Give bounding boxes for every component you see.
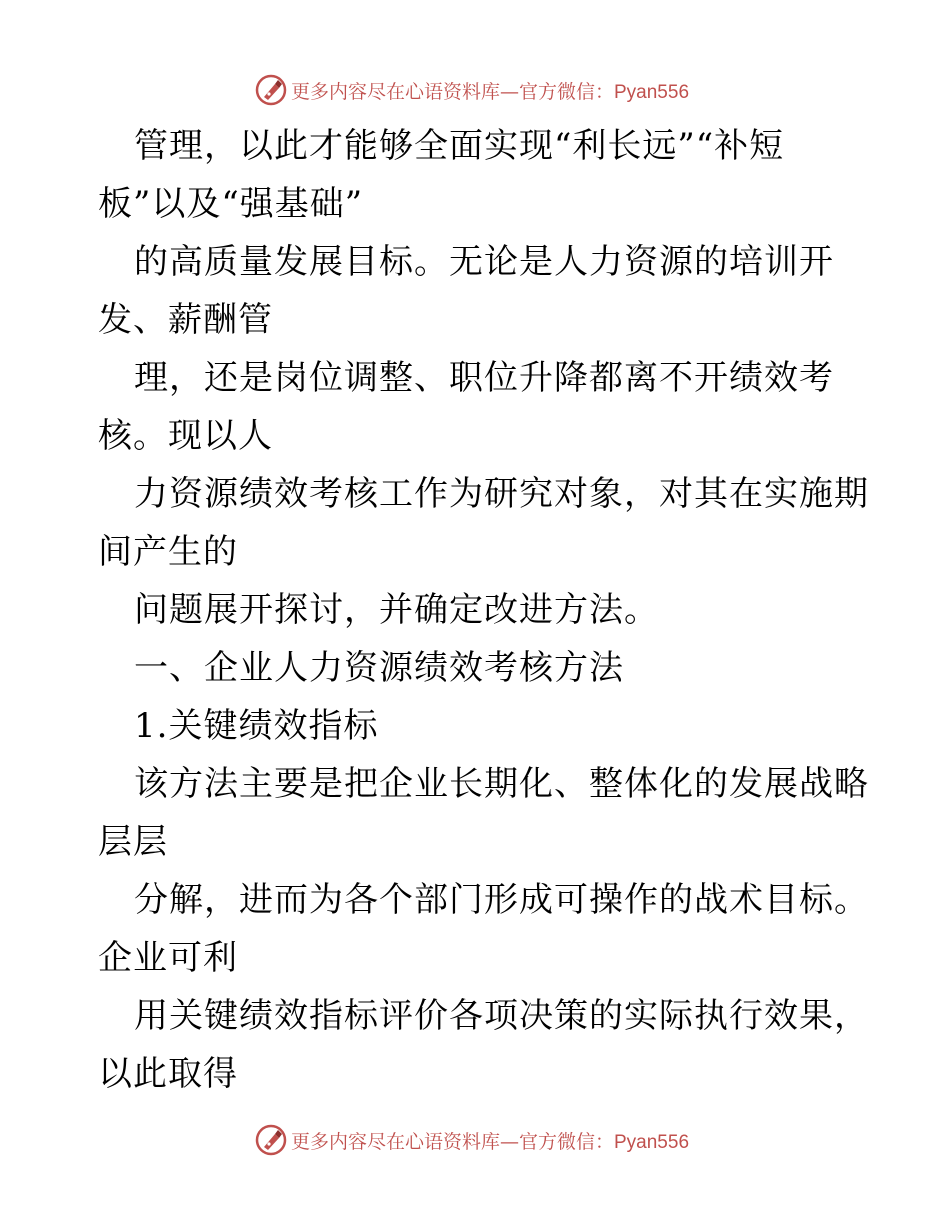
text-line: 层层 xyxy=(98,822,168,862)
text-line: 管理，以此才能够全面实现“利长远”“补短 xyxy=(134,126,785,166)
text-line: 力资源绩效考核工作为研究对象，对其在实施期 xyxy=(134,474,869,514)
header-watermark xyxy=(0,70,950,110)
text-line: 问题展开探讨，并确定改进方法。 xyxy=(134,590,659,630)
text-line: 分解，进而为各个部门形成可操作的战术目标。 xyxy=(134,880,869,920)
pen-nib-logo-icon xyxy=(255,74,287,106)
text-line: 该方法主要是把企业长期化、整体化的发展战略 xyxy=(134,764,869,804)
watermark-text: 更多内容尽在心语资料库—官方微信：Pyan556 xyxy=(290,1130,690,1153)
text-line: 以此取得 xyxy=(98,1054,238,1094)
text-line: 板”以及“强基础” xyxy=(98,184,364,224)
footer-watermark xyxy=(0,1120,950,1160)
text-line: 理，还是岗位调整、职位升降都离不开绩效考 xyxy=(134,358,834,398)
text-line: 间产生的 xyxy=(98,532,238,572)
text-line: 一、企业人力资源绩效考核方法 xyxy=(134,648,624,688)
watermark-text: 更多内容尽在心语资料库—官方微信：Pyan556 xyxy=(290,80,690,103)
text-line: 发、薪酬管 xyxy=(98,300,273,340)
text-line: 的高质量发展目标。无论是人力资源的培训开 xyxy=(134,242,834,282)
text-line: 企业可利 xyxy=(98,938,238,978)
pen-nib-logo-icon xyxy=(255,1124,287,1156)
text-line: 用关键绩效指标评价各项决策的实际执行效果， xyxy=(134,996,869,1036)
document-body xyxy=(98,117,868,1103)
text-line: 核。现以人 xyxy=(98,416,273,456)
text-line: 1.关键绩效指标 xyxy=(134,706,379,746)
